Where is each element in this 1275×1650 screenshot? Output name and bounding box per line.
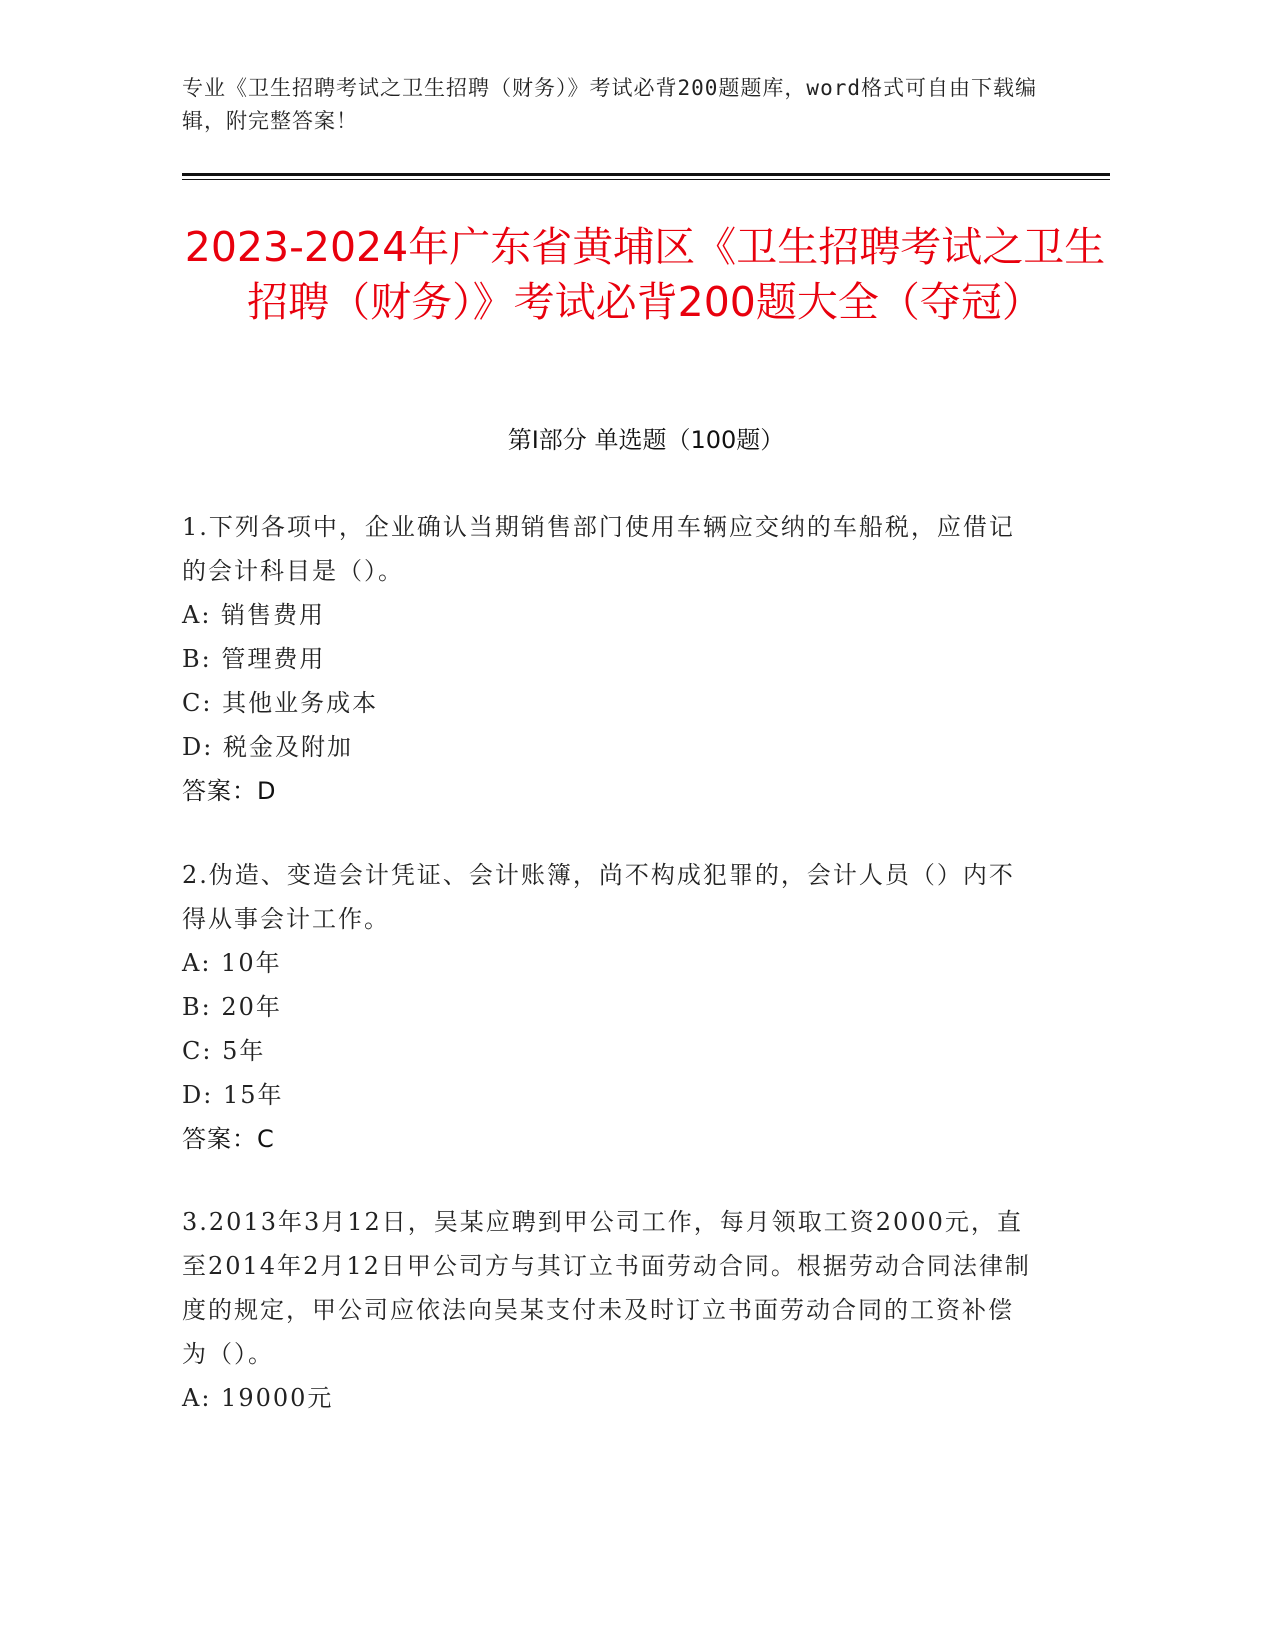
option-a: A: 19000元 <box>182 1384 334 1412</box>
header-note: 专业《卫生招聘考试之卫生招聘（财务）》考试必背200题题库，word格式可自由下载编辑，附完整答案！ <box>182 76 1037 133</box>
option-a: A: 10年 <box>182 949 282 977</box>
document-title: 2023-2024年广东省黄埔区《卫生招聘考试之卫生招聘（财务）》考试必背200题大全（夺冠） <box>184 223 1106 326</box>
option-d: D: 税金及附加 <box>182 733 353 761</box>
question-item <box>182 1200 1032 1420</box>
question-stem: 1.下列各项中，企业确认当期销售部门使用车辆应交纳的车船税，应借记的会计科目是（）。 <box>182 513 1015 585</box>
question-stem: 2.伪造、变造会计凭证、会计账簿，尚不构成犯罪的，会计人员（）内不得从事会计工作。 <box>182 861 1015 933</box>
option-c: C: 5年 <box>182 1037 266 1065</box>
option-b: B: 20年 <box>182 993 282 1021</box>
header-divider-thin <box>182 179 1110 180</box>
section-heading: 第I部分 单选题（100题） <box>507 426 785 454</box>
question-item <box>182 505 1032 813</box>
question-stem: 3.2013年3月12日，吴某应聘到甲公司工作，每月领取工资2000元，直至2014年2月12日甲公司方与其订立书面劳动合同。根据劳动合同法律制度的规定，甲公司应依法向吴某支付未及时订立书面劳动合同的工资补偿为（）。 <box>182 1208 1031 1368</box>
option-c: C: 其他业务成本 <box>182 689 379 717</box>
answer-line: 答案：D <box>182 777 277 805</box>
question-item <box>182 853 1032 1161</box>
option-d: D: 15年 <box>182 1081 284 1109</box>
answer-line: 答案：C <box>182 1125 275 1153</box>
header-divider-thick <box>182 173 1110 176</box>
option-b: B: 管理费用 <box>182 645 326 673</box>
option-a: A: 销售费用 <box>182 601 326 629</box>
